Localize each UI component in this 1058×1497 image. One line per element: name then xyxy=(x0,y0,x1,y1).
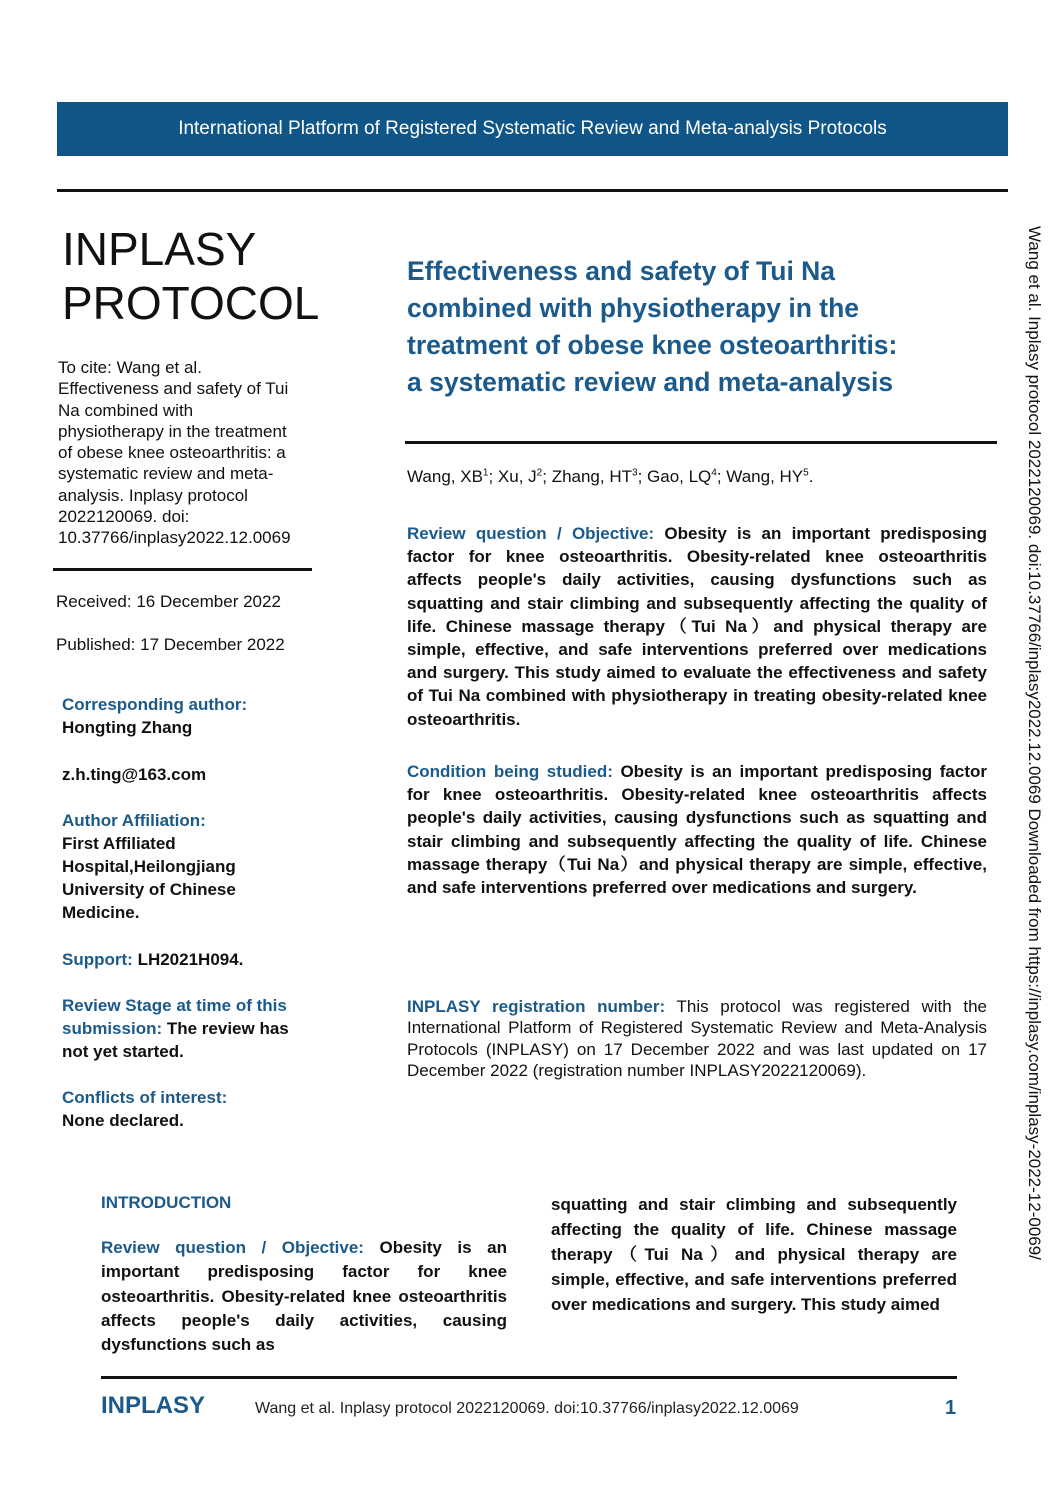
author-list xyxy=(407,467,813,487)
affiliation-line: First Affiliated xyxy=(62,834,176,853)
review-stage-value-cont: not yet started. xyxy=(62,1042,184,1061)
author-sep: ; xyxy=(488,467,498,486)
intro-review-label: Review question / Objective: xyxy=(101,1238,364,1257)
paper-title-line: Effectiveness and safety of Tui Na xyxy=(407,256,836,286)
author-email xyxy=(62,763,332,786)
introduction-column-2: squatting and stair climbing and subsequently affecting the quality of life. Chinese massage therapy（Tui Na）and physical therapy are simple, effective, and safe interventions preferred over medications and surgery. This study aimed xyxy=(551,1195,957,1314)
paper-title-line: treatment of obese knee osteoarthritis: xyxy=(407,330,898,360)
review-stage-label-cont: submission: xyxy=(62,1019,163,1038)
author-affiliation xyxy=(62,809,332,924)
citation-line: Effectiveness and safety of Tui xyxy=(58,379,289,399)
conflicts xyxy=(62,1086,332,1132)
support-value: LH2021H094. xyxy=(137,950,244,969)
side-download-note: Wang et al. Inplasy protocol 2022120069. doi:10.37766/inplasy2022.12.0069 Downloaded from https://inplasy.com/inplasy-2022-12-0069/ xyxy=(1025,226,1044,1260)
author-name: Zhang, HT xyxy=(551,467,632,486)
citation-line: 2022120069. doi: xyxy=(58,507,190,527)
citation-line: systematic review and meta- xyxy=(58,464,274,484)
affiliation-line: Medicine. xyxy=(62,903,140,922)
registration-label: INPLASY registration number: xyxy=(407,997,666,1016)
protocol-heading-line-2: PROTOCOL xyxy=(62,277,320,329)
citation-rule xyxy=(53,568,312,571)
author-name: Wang, XB xyxy=(407,467,483,486)
support-label: Support: xyxy=(62,950,133,969)
citation-block xyxy=(58,357,338,549)
citation-line: To cite: Wang et al. xyxy=(58,358,202,377)
citation-line: physiotherapy in the treatment xyxy=(58,421,287,441)
citation-line: analysis. Inplasy protocol xyxy=(58,485,248,505)
registration-section xyxy=(407,996,987,1081)
conflicts-value: None declared. xyxy=(62,1111,184,1130)
condition-section xyxy=(407,760,987,899)
paper-title-line: a systematic review and meta-analysis xyxy=(407,367,894,397)
author-affil-number: 4 xyxy=(711,467,717,479)
author-affil-number: 2 xyxy=(536,467,543,479)
review-question-text: Obesity is an important predisposing factor for knee osteoarthritis. Obesity-related knee osteoarthritis affects people's daily activities, causing dysfunctions such as squatting and stair climbing and subsequently affecting the quality of life. Chinese massage therapy（Tui Na）and physical therapy are simple, effective, and safe interventions preferred over medications and surgery. This study aimed to evaluate the effectiveness and safety of Tui Na combined with physiotherapy in treating obesity-related knee osteoarthritis. xyxy=(407,524,987,729)
review-stage-value: The review has xyxy=(166,1019,289,1038)
review-question-section xyxy=(407,522,987,731)
condition-label: Condition being studied: xyxy=(407,762,613,781)
corresponding-author-name: Hongting Zhang xyxy=(62,718,193,737)
title-rule xyxy=(405,441,997,444)
journal-banner: International Platform of Registered Systematic Review and Meta-analysis Protocols xyxy=(57,102,1008,156)
review-question-label: Review question / Objective: xyxy=(407,524,655,543)
corresponding-author xyxy=(62,693,332,739)
footer-rule xyxy=(101,1376,957,1379)
protocol-heading-line-1: INPLASY xyxy=(62,223,257,275)
author-sep: ; xyxy=(637,467,648,486)
condition-text: Obesity is an important predisposing factor for knee osteoarthritis. Obesity-related knee osteoarthritis affects people's daily activities, causing dysfunctions such as squatting and stair climbing and subsequently affecting the quality of life. Chinese massage therapy（Tui Na）and physical therapy are simple, effective, and safe interventions preferred over medications and surgery. xyxy=(407,762,987,898)
footer-brand: INPLASY xyxy=(101,1392,206,1419)
email-link[interactable]: z.h.ting@163.com xyxy=(62,765,207,784)
received-date: Received: 16 December 2022 xyxy=(56,592,281,611)
paper-title-line: combined with physiotherapy in the xyxy=(407,293,860,323)
support xyxy=(62,948,332,971)
conflicts-label: Conflicts of interest: xyxy=(62,1088,228,1107)
citation-line: of obese knee osteoarthritis: a xyxy=(58,443,286,463)
published-date: Published: 17 December 2022 xyxy=(56,635,285,654)
registration-text: This protocol was registered with the International Platform of Registered Systematic Review and Meta-Analysis Protocols (INPLASY) on 17 December 2022 and was last updated on 17 December 2022 (registration number INPLASY2022120069). xyxy=(407,997,987,1080)
author-name: Wang, HY xyxy=(726,467,804,486)
affiliation-line: University of Chinese xyxy=(62,880,236,899)
author-sep: ; xyxy=(716,467,727,486)
affiliation-label: Author Affiliation: xyxy=(62,811,206,830)
author-affil-number: 3 xyxy=(632,467,638,479)
citation-line[interactable]: 10.37766/inplasy2022.12.0069 xyxy=(58,528,291,548)
intro-review-text: Obesity is an important predisposing factor for knee osteoarthritis. Obesity-related knee osteoarthritis affects people's daily activities, causing dysfunctions such as xyxy=(101,1238,507,1355)
corresponding-author-label: Corresponding author: xyxy=(62,695,248,714)
review-stage-label: Review Stage at time of this xyxy=(62,996,287,1015)
review-stage xyxy=(62,994,332,1063)
author-name: Gao, LQ xyxy=(647,467,712,486)
introduction-heading: INTRODUCTION xyxy=(101,1193,232,1212)
header-rule xyxy=(57,189,1008,192)
author-sep: ; xyxy=(542,467,552,486)
author-affil-number: 1 xyxy=(482,467,489,479)
author-name: Xu, J xyxy=(497,467,537,486)
introduction-column-1 xyxy=(101,1236,507,1357)
paper-title xyxy=(407,253,997,401)
author-sep: . xyxy=(808,467,814,486)
protocol-heading xyxy=(62,222,319,330)
footer-citation: Wang et al. Inplasy protocol 2022120069. doi:10.37766/inplasy2022.12.0069 xyxy=(255,1400,799,1417)
affiliation-line: Hospital,Heilongjiang xyxy=(62,857,236,876)
author-affil-number: 5 xyxy=(803,467,809,479)
page-number: 1 xyxy=(945,1397,957,1419)
citation-line: Na combined with xyxy=(58,400,194,420)
